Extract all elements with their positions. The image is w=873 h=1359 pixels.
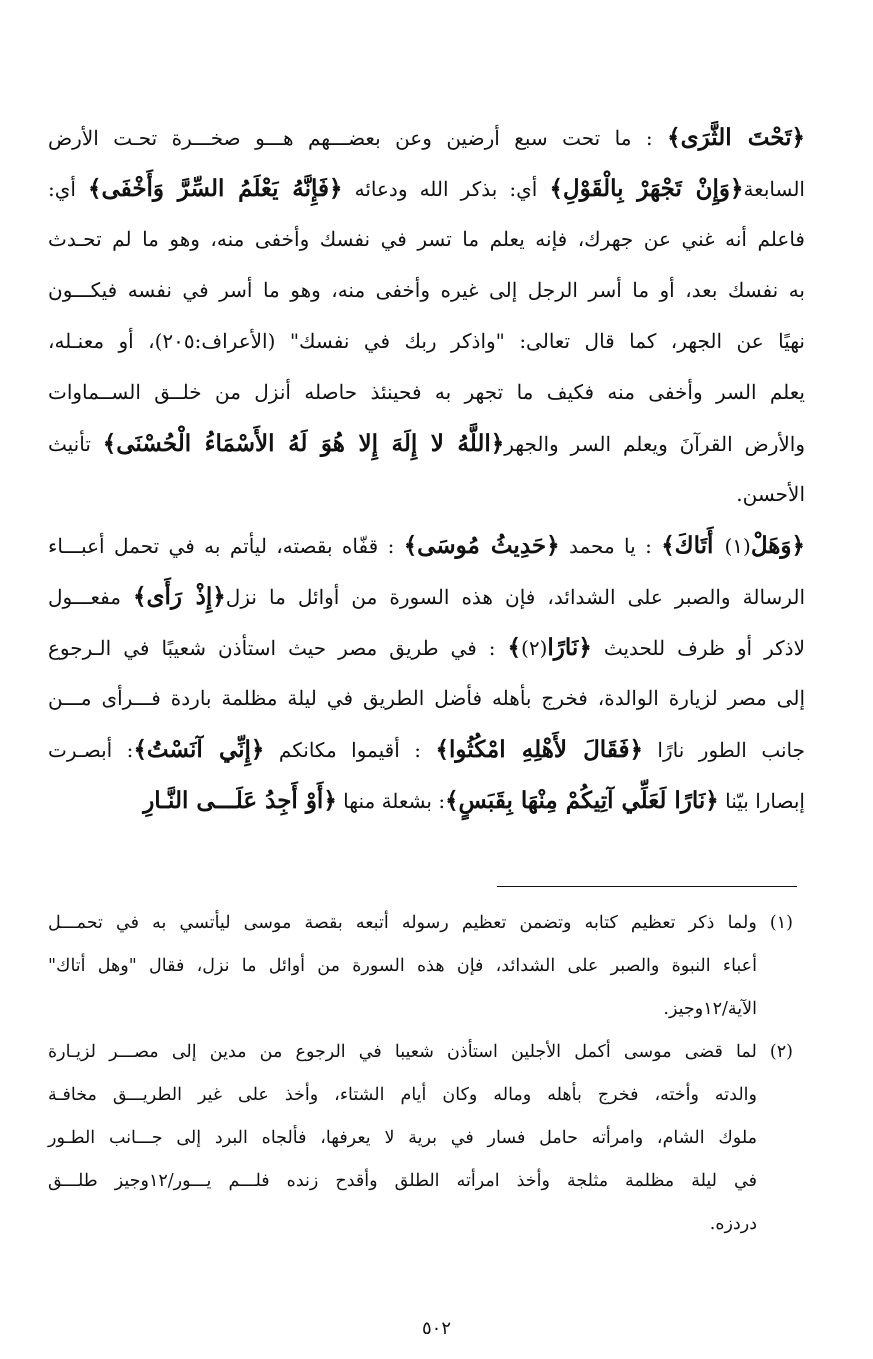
body-line [48, 265, 805, 316]
body-line [48, 724, 805, 775]
quran-quote: ﴿أَوْ أَجِدُ عَلَـــى النَّـارِ [143, 787, 337, 814]
footnote [48, 902, 793, 1031]
body-line [48, 469, 805, 520]
text-segment: والأرض القرآنَ ويعلم السر والجهر [504, 432, 805, 456]
body-line [48, 673, 805, 724]
text-segment: : قفّاه بقصته، ليأتم به في تحمل أعبـــاء [48, 534, 404, 558]
text-segment: فاعلم أنه غني عن جهرك، فإنه يعلم ما تسر في نفسك وأخفى منه، وهو ما لم تحـدث [48, 227, 805, 251]
text-segment: لاذكر أو ظرف للحديث [591, 636, 805, 660]
text-segment: يعلم السر وأخفى منه فكيف ما تجهر به فحينئذ حاصله أنزل من خلــق الســماوات [48, 380, 805, 404]
body-line [48, 163, 805, 214]
text-segment: : أبصـرت [48, 738, 134, 762]
footnote-line: دردزه. [709, 1214, 757, 1234]
footnote-divider [497, 886, 797, 887]
body-line [48, 520, 805, 571]
footnote-line: الآية/١٢وجيز. [663, 999, 757, 1019]
page-number: ٥٠٢ [421, 1318, 451, 1339]
quran-quote: ﴿وَإِنْ تَجْهَرْ بِالْقَوْلِ﴾ [549, 175, 744, 202]
footnote-line: (٢) لما قضى موسى أكمل الأجلين استأذن شعيبا في الرجوع من مدين إلى مصـــر لزيـارة [48, 1042, 793, 1062]
footnote [48, 1031, 793, 1246]
quran-quote: ﴿اللَّهُ لا إِلَهَ إِلا هُوَ لَهُ الأَسْمَاءُ الْحُسْنَى﴾ [102, 430, 505, 457]
quran-quote: ﴿نَارًا [547, 634, 592, 661]
text-segment: (٢) [521, 636, 548, 660]
text-segment: (١) [724, 534, 751, 558]
text-segment: الرسالة والصبر على الشدائد، فإن هذه السورة من أوائل ما نزل [225, 585, 805, 609]
body-line [48, 775, 805, 826]
text-segment: إلى مصر لزيارة الوالدة، فخرج بأهله فأضل الطريق في ليلة مظلمة باردة فـــرأى مـــن [48, 686, 806, 710]
body-line [48, 112, 805, 163]
text-segment: نهيًا عن الجهر، كما قال تعالى: "واذكر ربك في نفسك" (الأعراف:٢٠٥)، أو معنـله، [48, 329, 805, 353]
text-segment: تأنيث [48, 432, 103, 456]
footnote-line: والدته وأخته، فخرج بأهله وماله وكان أيام الشتاء، وأخذ على غير الطريـــق مخافـة [48, 1085, 757, 1105]
footnote-line: ملوك الشام، وامرأته حامل فسار في برية لا يعرفها، فألجاه البرد إلى جـــانب الطـور [48, 1128, 757, 1148]
text-segment: أي: [48, 177, 89, 201]
footnote-line: في ليلة مظلمة مثلجة وأخذ امرأته الطلق وأقدح زنده فلـــم يـــور/١٢وجيز طلـــق [48, 1171, 757, 1191]
text-segment: : يا محمد [559, 534, 662, 558]
text-segment: : أقيموا مكانكم [264, 738, 436, 762]
body-line [48, 418, 805, 469]
quran-quote: ﴿فَقَالَ لأَهْلِهِ امْكُثُوا﴾ [435, 736, 643, 763]
text-segment: : في طريق مصر حيث استأذن شعيبًا في الـرجوع [48, 636, 508, 660]
body-text [48, 112, 805, 826]
footnote-line: أعباء النبوة والصبر على الشدائد، فإن هذه السورة من أوائل ما نزل، فقال "وهل أتاك" [48, 956, 757, 976]
text-segment: : ما تحت سبع أرضين وعن بعضـــهم هـــو صخـــرة تحـت الأرض [48, 126, 668, 150]
footnotes [48, 902, 793, 1246]
body-line [48, 571, 805, 622]
body-line [48, 367, 805, 418]
text-segment: الأحسن. [736, 482, 805, 506]
quran-quote: ﴿تَحْتَ الثَّرَى﴾ [667, 124, 805, 151]
text-segment: السابعة [743, 177, 805, 201]
text-segment: مفعـــول [48, 585, 133, 609]
quran-quote: ﴿نَارًا لَعَلِّي آتِيكُمْ مِنْهَا بِقَبَسٍ﴾ [445, 787, 719, 814]
quran-quote: ﴿وَهَلْ [750, 532, 805, 559]
footnote-line: (١) ولما ذكر تعظيم كتابه وتضمن تعظيم رسوله أتبعه بقصة موسى ليأتسي به في تحمـــل [48, 913, 793, 933]
body-line [48, 622, 805, 673]
quran-quote: ﴿إِذْ رَأَى﴾ [132, 583, 226, 610]
text-segment: : بشعلة منها [336, 789, 446, 813]
quran-quote: ﴿إِنِّي آنَسْتُ﴾ [133, 736, 265, 763]
text-segment: إبصارا بيّنا [718, 789, 805, 813]
body-line [48, 316, 805, 367]
text-segment: جانب الطور نارًا [642, 738, 806, 762]
text-segment: به نفسك بعد، أو ما أسر الرجل إلى غيره وأخفى منه، وهو ما أسر في نفسه فيكـــون [48, 278, 805, 302]
text-segment: أي: بذكر الله ودعائه [342, 177, 550, 201]
quran-quote: ﴾ [507, 634, 522, 661]
quran-quote: أَتَاكَ﴾ [661, 532, 725, 559]
quran-quote: ﴿فَإِنَّهُ يَعْلَمُ السِّرَّ وَأَخْفَى﴾ [88, 175, 343, 202]
body-line [48, 214, 805, 265]
quran-quote: ﴿حَدِيثُ مُوسَى﴾ [403, 532, 560, 559]
